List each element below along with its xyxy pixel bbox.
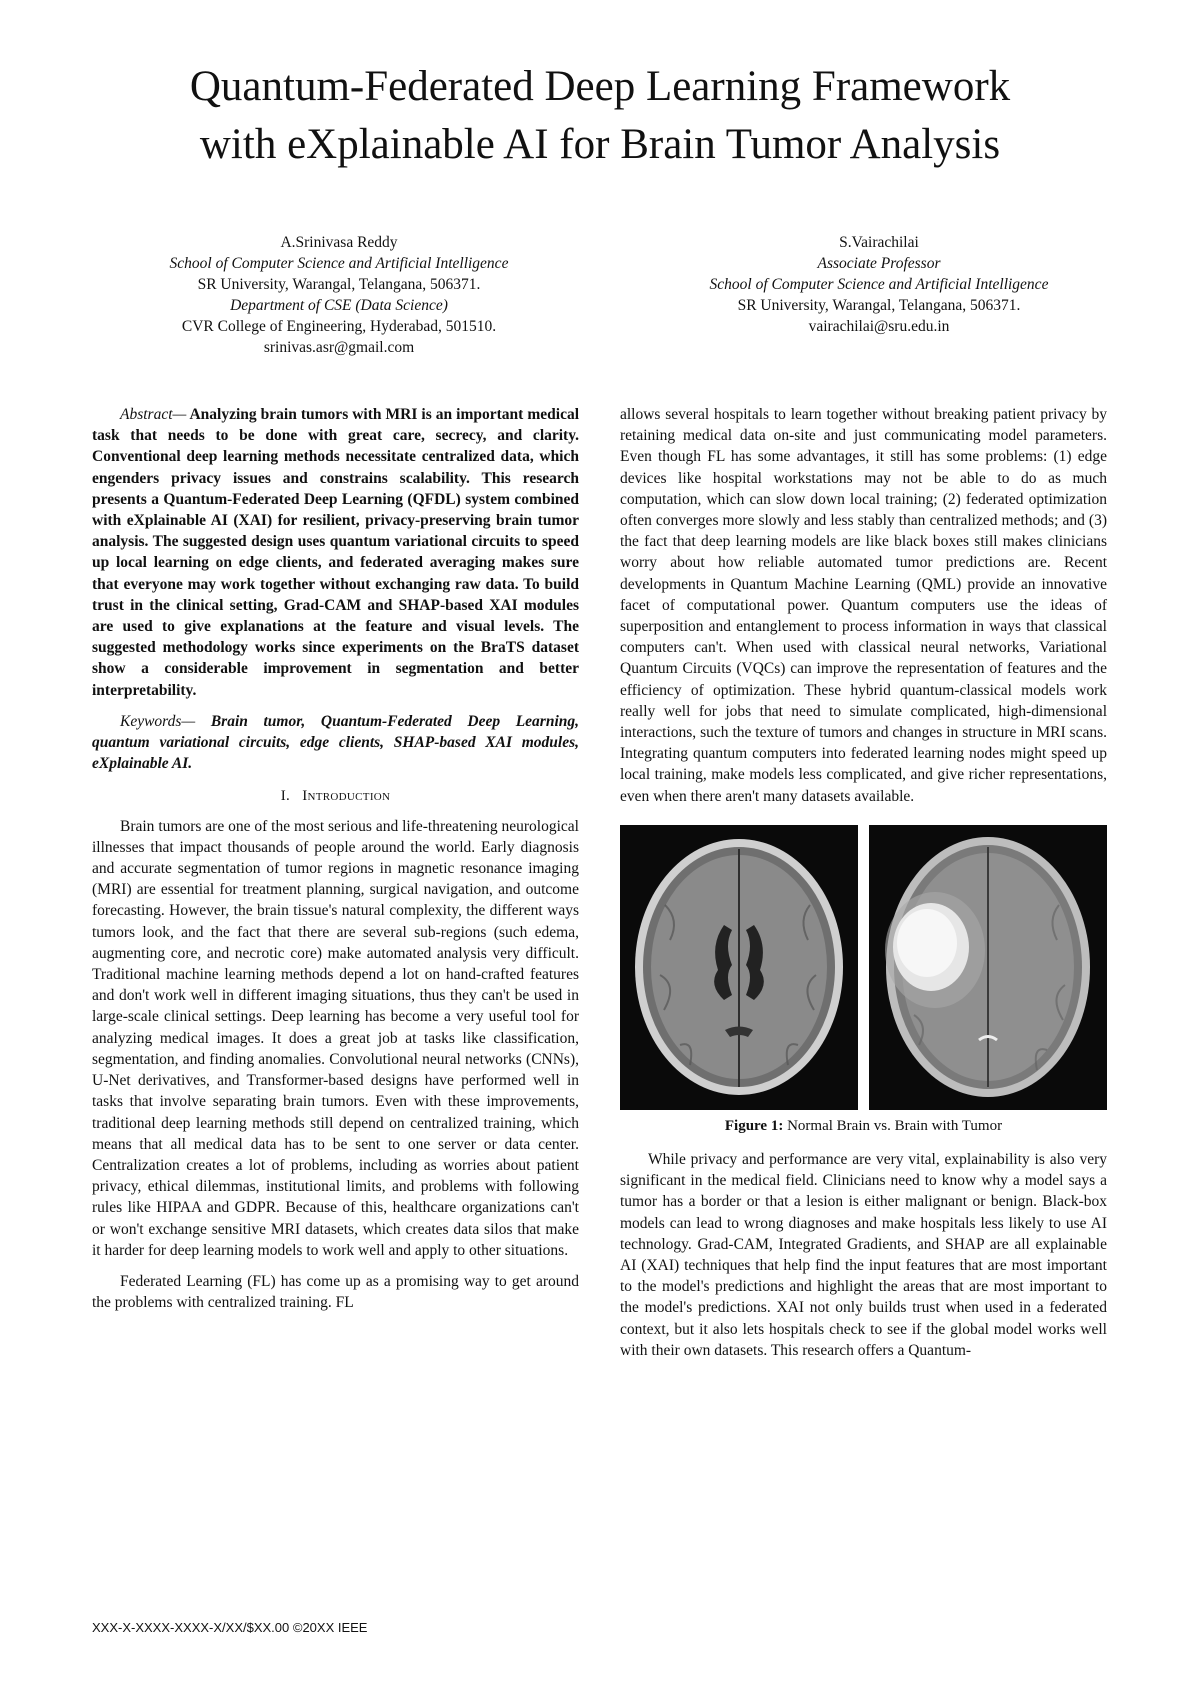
section-number: I. (280, 788, 291, 805)
author-role: Associate Professor (817, 255, 941, 272)
author-block-2 (629, 232, 1129, 337)
abstract-lead: Abstract— (120, 406, 187, 423)
author-email: srinivas.asr@gmail.com (263, 339, 415, 356)
author-affiliation: School of Computer Science and Artificial Intelligence (169, 255, 509, 272)
figure-1-caption (620, 1116, 1107, 1137)
title-line-2: with eXplainable AI for Brain Tumor Analysis (199, 121, 1001, 168)
keywords-text: Brain tumor, Quantum-Federated Deep Learning, quantum variational circuits, edge clients, SHAP-based XAI modules, eXplainable AI. (92, 712, 579, 773)
abstract-text: Analyzing brain tumors with MRI is an important medical task that needs to be done with great care, secrecy, and clarity. Conventional deep learning methods necessitate centralized data, which engenders privacy issues and constrains scalability. This research presents a Quantum-Federated Deep Learning (QFDL) system combined with eXplainable AI (XAI) for resilient, privacy-preserving brain tumor analysis. The suggested design uses quantum variational circuits to speed up local learning on edge clients, and federated averaging makes sure that everyone may work together without exchanging raw data. To build trust in the clinical setting, Grad-CAM and SHAP-based XAI modules are used to give explanations at the feature and visual levels. The suggested methodology works since experiments on the BraTS dataset show a considerable improvement in segmentation and better interpretability. (92, 406, 579, 699)
author-affiliation-2: Department of CSE (Data Science) (230, 297, 448, 314)
intro-paragraph-1: Brain tumors are one of the most serious and life-threatening neurological illnesses that impact thousands of people around the world. Early diagnosis and accurate segmentation of tumor regions in magnetic resonance imaging (MRI) are essential for treatment planning, surgical navigation, and outcome forecasting. However, the brain tissue's natural complexity, the different ways tumors look, and the fact that there are several sub-regions (such edema, augmenting core, and necrotic core) make automated analysis very difficult. Traditional machine learning methods depend a lot on hand-crafted features and don't work well in different imaging situations, thus they can't be used in large-scale clinical settings. Deep learning has become a very useful tool for analyzing medical images. It does a great job at tasks like classification, segmentation, and finding anomalies. Convolutional neural networks (CNNs), U-Net derivatives, and Transformer-based designs have performed well in tasks that involve separating brain tumors. Even with these improvements, traditional deep learning methods still depend on centralized training, which means that all medical data has to be sent to one server or data center. Centralization creates a lot of problems, including as worries about patient privacy, ethical dilemmas, institutional limits, and problems with following rules like HIPAA and GDPR. Because of this, healthcare organizations can't or won't exchange sensitive MRI datasets, which creates data silos that make it harder for deep learning models to work well and apply to other situations. (92, 817, 579, 1259)
tumor-brain-illustration (869, 825, 1107, 1110)
author-address: SR University, Warangal, Telangana, 506371. (197, 276, 481, 293)
author-name: S.Vairachilai (839, 234, 919, 251)
author-block-1 (89, 232, 589, 358)
figure-caption-text: Normal Brain vs. Brain with Tumor (783, 1117, 1003, 1134)
author-email: vairachilai@sru.edu.in (808, 318, 950, 335)
author-affiliation: School of Computer Science and Artificial Intelligence (709, 276, 1049, 293)
left-column (92, 404, 579, 1313)
title-line-1: Quantum-Federated Deep Learning Framework (189, 63, 1011, 110)
keywords-lead: Keywords— (120, 712, 196, 730)
paper-title (60, 58, 1140, 174)
section-heading-introduction (92, 786, 579, 807)
figure-1 (620, 825, 1107, 1110)
intro-paragraph-continued: allows several hospitals to learn together without breaking patient privacy by retaining medical data on-site and just communicating model parameters. Even though FL has some advantages, it still has some problems: (1) edge devices like hospital workstations may not be able to do as much computation, which can slow down local training; (2) federated optimization often converges more slowly and less stably than centralized methods; and (3) the fact that deep learning models are like black boxes still makes clinicians worry about how reliable automated tumor predictions are. Recent developments in Quantum Machine Learning (QML) provide an innovative facet of computational power. Quantum computers use the ideas of superposition and entanglement to process information in ways that classical computers can't. When used with classical neural networks, Variational Quantum Circuits (VQCs) can improve the representation of features and the efficiency of optimization. These hybrid quantum-classical models work really well for jobs that need to simulate complicated, high-dimensional interactions, such the texture of tumors and changes in structure in MRI scans. Integrating quantum computers into federated learning nodes might speed up local training, make models less complicated, and give richer representations, even when there aren't many datasets available. (620, 406, 1107, 805)
keywords (92, 711, 579, 775)
figure-label: Figure 1: (724, 1117, 784, 1134)
author-name: A.Srinivasa Reddy (280, 234, 398, 251)
normal-brain-illustration (620, 825, 858, 1110)
paragraph-explainability: While privacy and performance are very vital, explainability is also very significant in the medical field. Clinicians need to know why a model says a tumor has a border or that a lesion is either malignant or benign. Black-box models can lead to wrong diagnoses and make hospitals less likely to use AI technology. Grad-CAM, Integrated Gradients, and SHAP are all explainable AI (XAI) techniques that help find the input features that are most important to the model's predictions and highlight the areas that are most important to the model's predictions. XAI not only builds trust when used in a federated context, but it also lets hospitals check to see if the global model works well with their own datasets. This research offers a Quantum- (620, 1151, 1107, 1359)
author-address: SR University, Warangal, Telangana, 506371. (737, 297, 1021, 314)
right-column (620, 404, 1107, 1361)
abstract (92, 404, 579, 701)
author-address-2: CVR College of Engineering, Hyderabad, 501510. (181, 318, 497, 335)
intro-paragraph-2: Federated Learning (FL) has come up as a promising way to get around the problems with centralized training. FL (92, 1272, 579, 1312)
section-title: Introduction (302, 788, 391, 805)
copyright-footer: XXX-X-XXXX-XXXX-X/XX/$XX.00 ©20XX IEEE (92, 1620, 368, 1635)
mri-tumor-brain-image (869, 825, 1107, 1110)
mri-normal-brain-image (620, 825, 858, 1110)
